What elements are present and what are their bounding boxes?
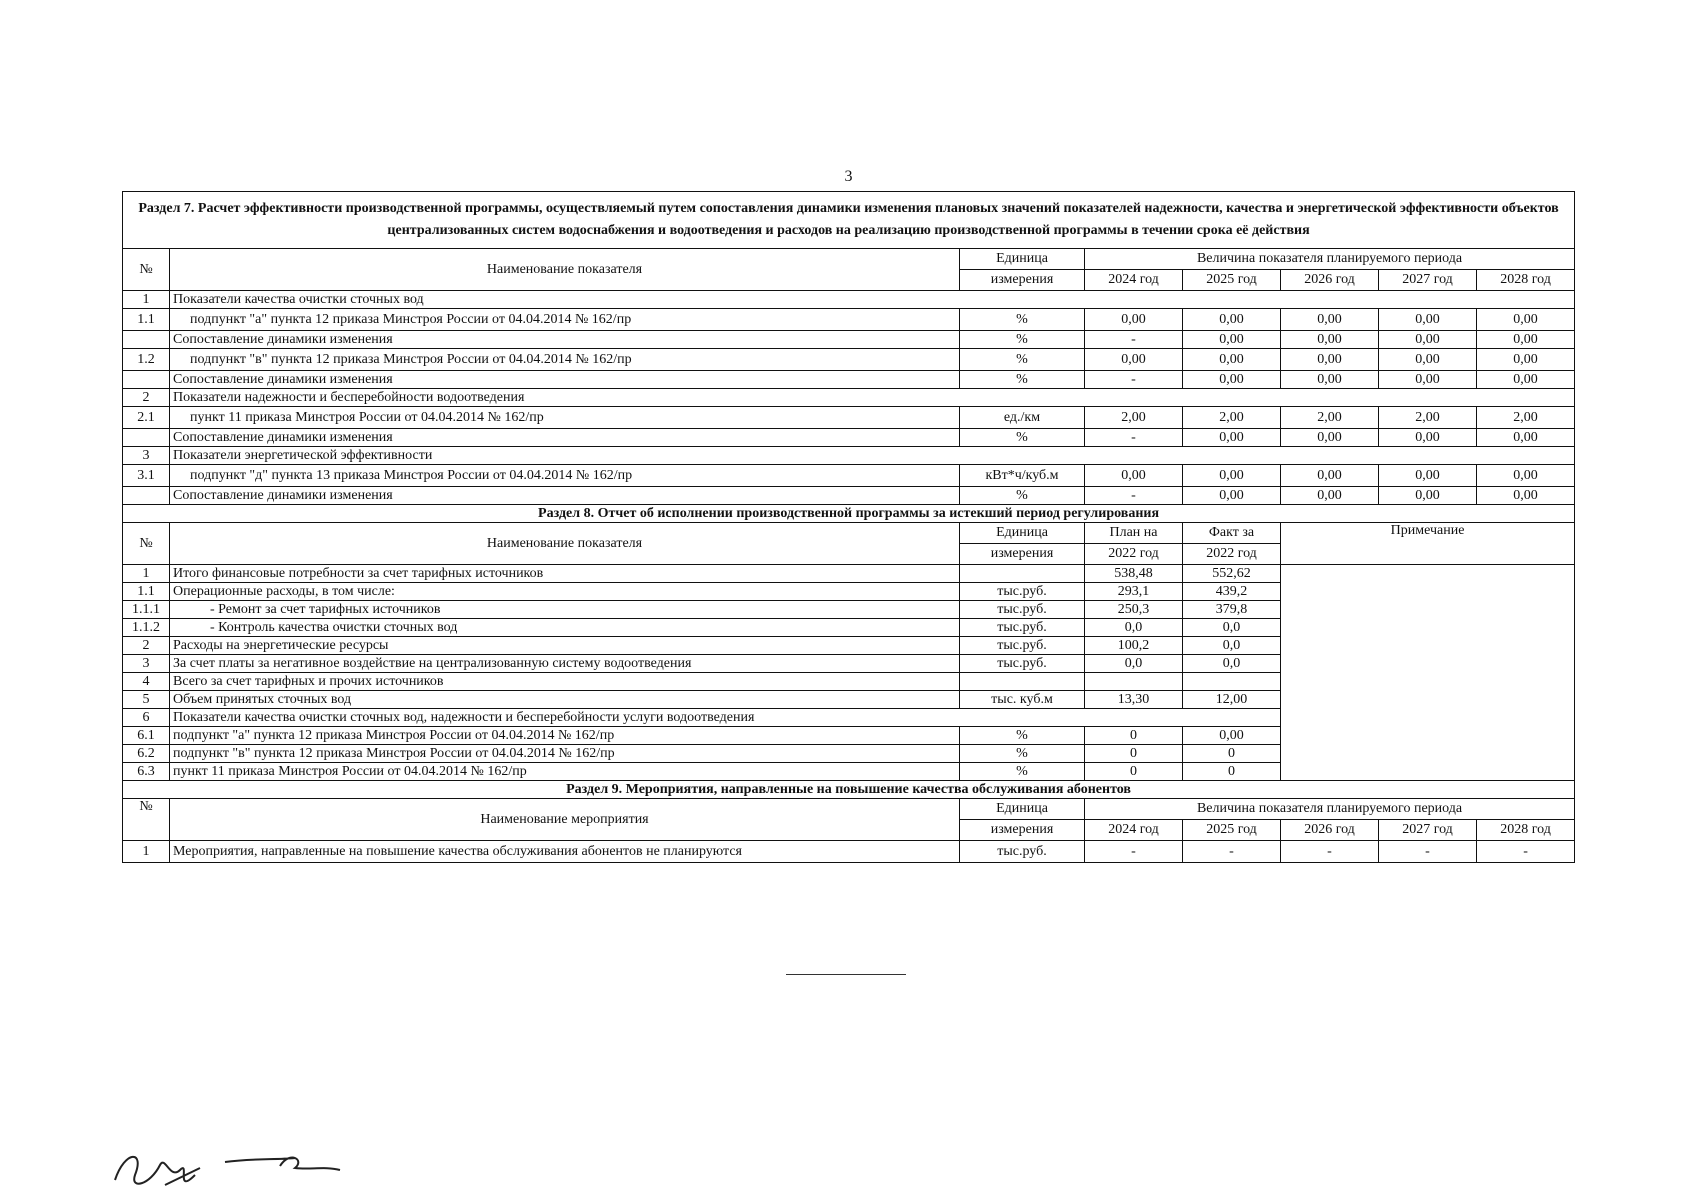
s8-header-plan-l1: План на: [1085, 523, 1183, 544]
row-value: -: [1281, 841, 1379, 863]
s7-row: [123, 349, 1575, 371]
row-plan: 13,30: [1085, 691, 1183, 709]
s7-header-year: 2024 год: [1085, 270, 1183, 291]
row-unit: %: [960, 745, 1085, 763]
row-name: пункт 11 приказа Минстроя России от 04.04.2014 № 162/пр: [170, 763, 960, 781]
row-unit: %: [960, 349, 1085, 371]
row-value: -: [1085, 331, 1183, 349]
row-fact: [1183, 673, 1281, 691]
row-value: 0,00: [1379, 429, 1477, 447]
row-fact: 379,8: [1183, 601, 1281, 619]
s9-header-period: Величина показателя планируемого периода: [1085, 799, 1575, 820]
row-value: 2,00: [1477, 407, 1575, 429]
row-num: 3: [123, 447, 170, 465]
row-unit: %: [960, 371, 1085, 389]
row-num: 1.2: [123, 349, 170, 371]
row-value: 0,00: [1281, 429, 1379, 447]
s7-header-unit-l2: измерения: [960, 270, 1085, 291]
s8-header-plan-l2: 2022 год: [1085, 544, 1183, 565]
row-value: 0,00: [1477, 487, 1575, 505]
row-num: 6.1: [123, 727, 170, 745]
row-value: -: [1379, 841, 1477, 863]
row-name: пункт 11 приказа Минстроя России от 04.04.2014 № 162/пр: [170, 407, 960, 429]
row-name: - Ремонт за счет тарифных источников: [170, 601, 960, 619]
row-num: [123, 487, 170, 505]
row-value: 0,00: [1379, 465, 1477, 487]
row-value: -: [1085, 841, 1183, 863]
row-num: 1: [123, 291, 170, 309]
section9-title: Раздел 9. Мероприятия, направленные на повышение качества обслуживания абонентов: [123, 781, 1575, 799]
row-unit: %: [960, 763, 1085, 781]
row-num: 1: [123, 841, 170, 863]
row-value: -: [1085, 487, 1183, 505]
row-unit: тыс. куб.м: [960, 691, 1085, 709]
row-unit: %: [960, 429, 1085, 447]
s8-header-name: Наименование показателя: [170, 523, 960, 565]
s7-header-period: Величина показателя планируемого периода: [1085, 249, 1575, 270]
row-unit: [960, 673, 1085, 691]
row-value: 2,00: [1281, 407, 1379, 429]
row-value: 2,00: [1379, 407, 1477, 429]
row-value: 0,00: [1379, 349, 1477, 371]
s7-header-year: 2027 год: [1379, 270, 1477, 291]
row-unit: %: [960, 487, 1085, 505]
s9-header-name: Наименование мероприятия: [170, 799, 960, 841]
row-value: 0,00: [1477, 349, 1575, 371]
s7-row: [123, 371, 1575, 389]
s9-header-unit-l2: измерения: [960, 820, 1085, 841]
s8-header-note: Примечание: [1281, 523, 1575, 565]
row-unit: тыс.руб.: [960, 583, 1085, 601]
row-value: 0,00: [1281, 331, 1379, 349]
row-unit: ед./км: [960, 407, 1085, 429]
s7-header-year: 2028 год: [1477, 270, 1575, 291]
row-num: 1.1.1: [123, 601, 170, 619]
row-fact: 0,0: [1183, 619, 1281, 637]
row-name: Сопоставление динамики изменения: [170, 487, 960, 505]
row-num: 5: [123, 691, 170, 709]
s9-header-year: 2025 год: [1183, 820, 1281, 841]
row-value: 0,00: [1477, 429, 1575, 447]
row-name: - Контроль качества очистки сточных вод: [170, 619, 960, 637]
row-name: Показатели надежности и бесперебойности водоотведения: [170, 389, 1575, 407]
row-value: 0,00: [1183, 371, 1281, 389]
row-num: 2.1: [123, 407, 170, 429]
row-value: 0,00: [1085, 465, 1183, 487]
row-plan: 0,0: [1085, 655, 1183, 673]
document-sheet: [122, 191, 1574, 863]
row-name: Всего за счет тарифных и прочих источников: [170, 673, 960, 691]
s7-row: [123, 309, 1575, 331]
row-unit: тыс.руб.: [960, 637, 1085, 655]
s7-row: [123, 291, 1575, 309]
row-num: 1.1: [123, 583, 170, 601]
row-num: 2: [123, 389, 170, 407]
s8-header-unit-l1: Единица: [960, 523, 1085, 544]
row-num: [123, 429, 170, 447]
row-fact: 0,0: [1183, 655, 1281, 673]
row-value: 2,00: [1183, 407, 1281, 429]
row-name: подпункт "в" пункта 12 приказа Минстроя России от 04.04.2014 № 162/пр: [170, 745, 960, 763]
row-num: 1.1.2: [123, 619, 170, 637]
row-plan: 293,1: [1085, 583, 1183, 601]
row-name: Показатели качества очистки сточных вод, надежности и бесперебойности услуги водоотведения: [170, 709, 1281, 727]
row-value: 0,00: [1183, 487, 1281, 505]
row-value: -: [1085, 429, 1183, 447]
row-num: [123, 371, 170, 389]
row-plan: 250,3: [1085, 601, 1183, 619]
row-plan: 0,0: [1085, 619, 1183, 637]
s7-row: [123, 389, 1575, 407]
row-num: [123, 331, 170, 349]
row-value: 2,00: [1085, 407, 1183, 429]
row-fact: 552,62: [1183, 565, 1281, 583]
s7-header-year: 2025 год: [1183, 270, 1281, 291]
row-unit: [960, 565, 1085, 583]
row-fact: 12,00: [1183, 691, 1281, 709]
row-num: 1.1: [123, 309, 170, 331]
row-value: 0,00: [1085, 309, 1183, 331]
row-value: 0,00: [1085, 349, 1183, 371]
row-value: 0,00: [1183, 349, 1281, 371]
s9-row: [123, 841, 1575, 863]
s9-header-num: №: [123, 799, 170, 841]
row-fact: 0: [1183, 745, 1281, 763]
row-value: 0,00: [1379, 371, 1477, 389]
row-value: 0,00: [1281, 465, 1379, 487]
report-table: [122, 191, 1575, 863]
row-unit: тыс.руб.: [960, 601, 1085, 619]
s9-header-year: 2027 год: [1379, 820, 1477, 841]
row-value: 0,00: [1379, 331, 1477, 349]
row-name: подпункт "в" пункта 12 приказа Минстроя России от 04.04.2014 № 162/пр: [170, 349, 960, 371]
row-name: Расходы на энергетические ресурсы: [170, 637, 960, 655]
signature-mark: [105, 1140, 365, 1200]
row-num: 3.1: [123, 465, 170, 487]
end-divider: [786, 974, 906, 975]
section8-title: Раздел 8. Отчет об исполнении производственной программы за истекший период регулирования: [123, 505, 1575, 523]
row-num: 4: [123, 673, 170, 691]
row-value: 0,00: [1477, 331, 1575, 349]
row-fact: 0: [1183, 763, 1281, 781]
row-name: Показатели качества очистки сточных вод: [170, 291, 1575, 309]
s8-header-fact-l1: Факт за: [1183, 523, 1281, 544]
note-cell: [1281, 565, 1575, 781]
row-value: 0,00: [1183, 465, 1281, 487]
row-num: 2: [123, 637, 170, 655]
row-num: 6.3: [123, 763, 170, 781]
row-unit: тыс.руб.: [960, 619, 1085, 637]
row-value: 0,00: [1183, 331, 1281, 349]
row-value: 0,00: [1477, 309, 1575, 331]
row-unit: тыс.руб.: [960, 655, 1085, 673]
row-name: подпункт "а" пункта 12 приказа Минстроя России от 04.04.2014 № 162/пр: [170, 727, 960, 745]
s7-header-year: 2026 год: [1281, 270, 1379, 291]
s7-row: [123, 331, 1575, 349]
row-num: 3: [123, 655, 170, 673]
s9-header-unit-l1: Единица: [960, 799, 1085, 820]
s7-row: [123, 447, 1575, 465]
row-value: 0,00: [1183, 309, 1281, 331]
s9-header-year: 2028 год: [1477, 820, 1575, 841]
row-value: 0,00: [1281, 371, 1379, 389]
s8-header-fact-l2: 2022 год: [1183, 544, 1281, 565]
row-value: 0,00: [1477, 465, 1575, 487]
row-fact: 0,0: [1183, 637, 1281, 655]
row-num: 1: [123, 565, 170, 583]
row-name: Сопоставление динамики изменения: [170, 331, 960, 349]
row-value: 0,00: [1183, 429, 1281, 447]
section7-title: Раздел 7. Расчет эффективности производственной программы, осуществляемый путем сопоставления динамики изменения плановых значений показателей надежности, качества и энергетической эффективности объектов централизованных систем водоснабжения и водоотведения и расходов на реализацию производственной программы в течении срока её действия: [123, 192, 1575, 249]
row-name: Сопоставление динамики изменения: [170, 429, 960, 447]
row-value: -: [1085, 371, 1183, 389]
s9-header-year: 2024 год: [1085, 820, 1183, 841]
row-value: 0,00: [1379, 487, 1477, 505]
s7-row: [123, 465, 1575, 487]
row-value: 0,00: [1379, 309, 1477, 331]
row-name: Объем принятых сточных вод: [170, 691, 960, 709]
row-plan: [1085, 673, 1183, 691]
row-num: 6.2: [123, 745, 170, 763]
s7-header-unit-l1: Единица: [960, 249, 1085, 270]
row-fact: 0,00: [1183, 727, 1281, 745]
row-value: -: [1183, 841, 1281, 863]
s7-row: [123, 407, 1575, 429]
row-name: Сопоставление динамики изменения: [170, 371, 960, 389]
row-name: Показатели энергетической эффективности: [170, 447, 1575, 465]
row-name: За счет платы за негативное воздействие на централизованную систему водоотведения: [170, 655, 960, 673]
s8-header-unit-l2: измерения: [960, 544, 1085, 565]
s7-header-num: №: [123, 249, 170, 291]
row-plan: 0: [1085, 727, 1183, 745]
row-value: 0,00: [1281, 487, 1379, 505]
row-value: 0,00: [1281, 349, 1379, 371]
row-name: подпункт "д" пункта 13 приказа Минстроя России от 04.04.2014 № 162/пр: [170, 465, 960, 487]
row-value: -: [1477, 841, 1575, 863]
row-plan: 538,48: [1085, 565, 1183, 583]
page-number: 3: [844, 168, 853, 185]
row-fact: 439,2: [1183, 583, 1281, 601]
row-plan: 0: [1085, 745, 1183, 763]
row-plan: 0: [1085, 763, 1183, 781]
row-unit: %: [960, 309, 1085, 331]
row-name: Итого финансовые потребности за счет тарифных источников: [170, 565, 960, 583]
row-unit: %: [960, 331, 1085, 349]
s7-row: [123, 429, 1575, 447]
s7-row: [123, 487, 1575, 505]
row-unit: %: [960, 727, 1085, 745]
s8-row: [123, 565, 1575, 583]
s9-header-year: 2026 год: [1281, 820, 1379, 841]
row-plan: 100,2: [1085, 637, 1183, 655]
s7-header-name: Наименование показателя: [170, 249, 960, 291]
row-name: Операционные расходы, в том числе:: [170, 583, 960, 601]
row-value: 0,00: [1281, 309, 1379, 331]
s8-header-num: №: [123, 523, 170, 565]
row-name: Мероприятия, направленные на повышение качества обслуживания абонентов не планируются: [170, 841, 960, 863]
row-unit: тыс.руб.: [960, 841, 1085, 863]
row-name: подпункт "а" пункта 12 приказа Минстроя России от 04.04.2014 № 162/пр: [170, 309, 960, 331]
row-num: 6: [123, 709, 170, 727]
row-unit: кВт*ч/куб.м: [960, 465, 1085, 487]
row-value: 0,00: [1477, 371, 1575, 389]
